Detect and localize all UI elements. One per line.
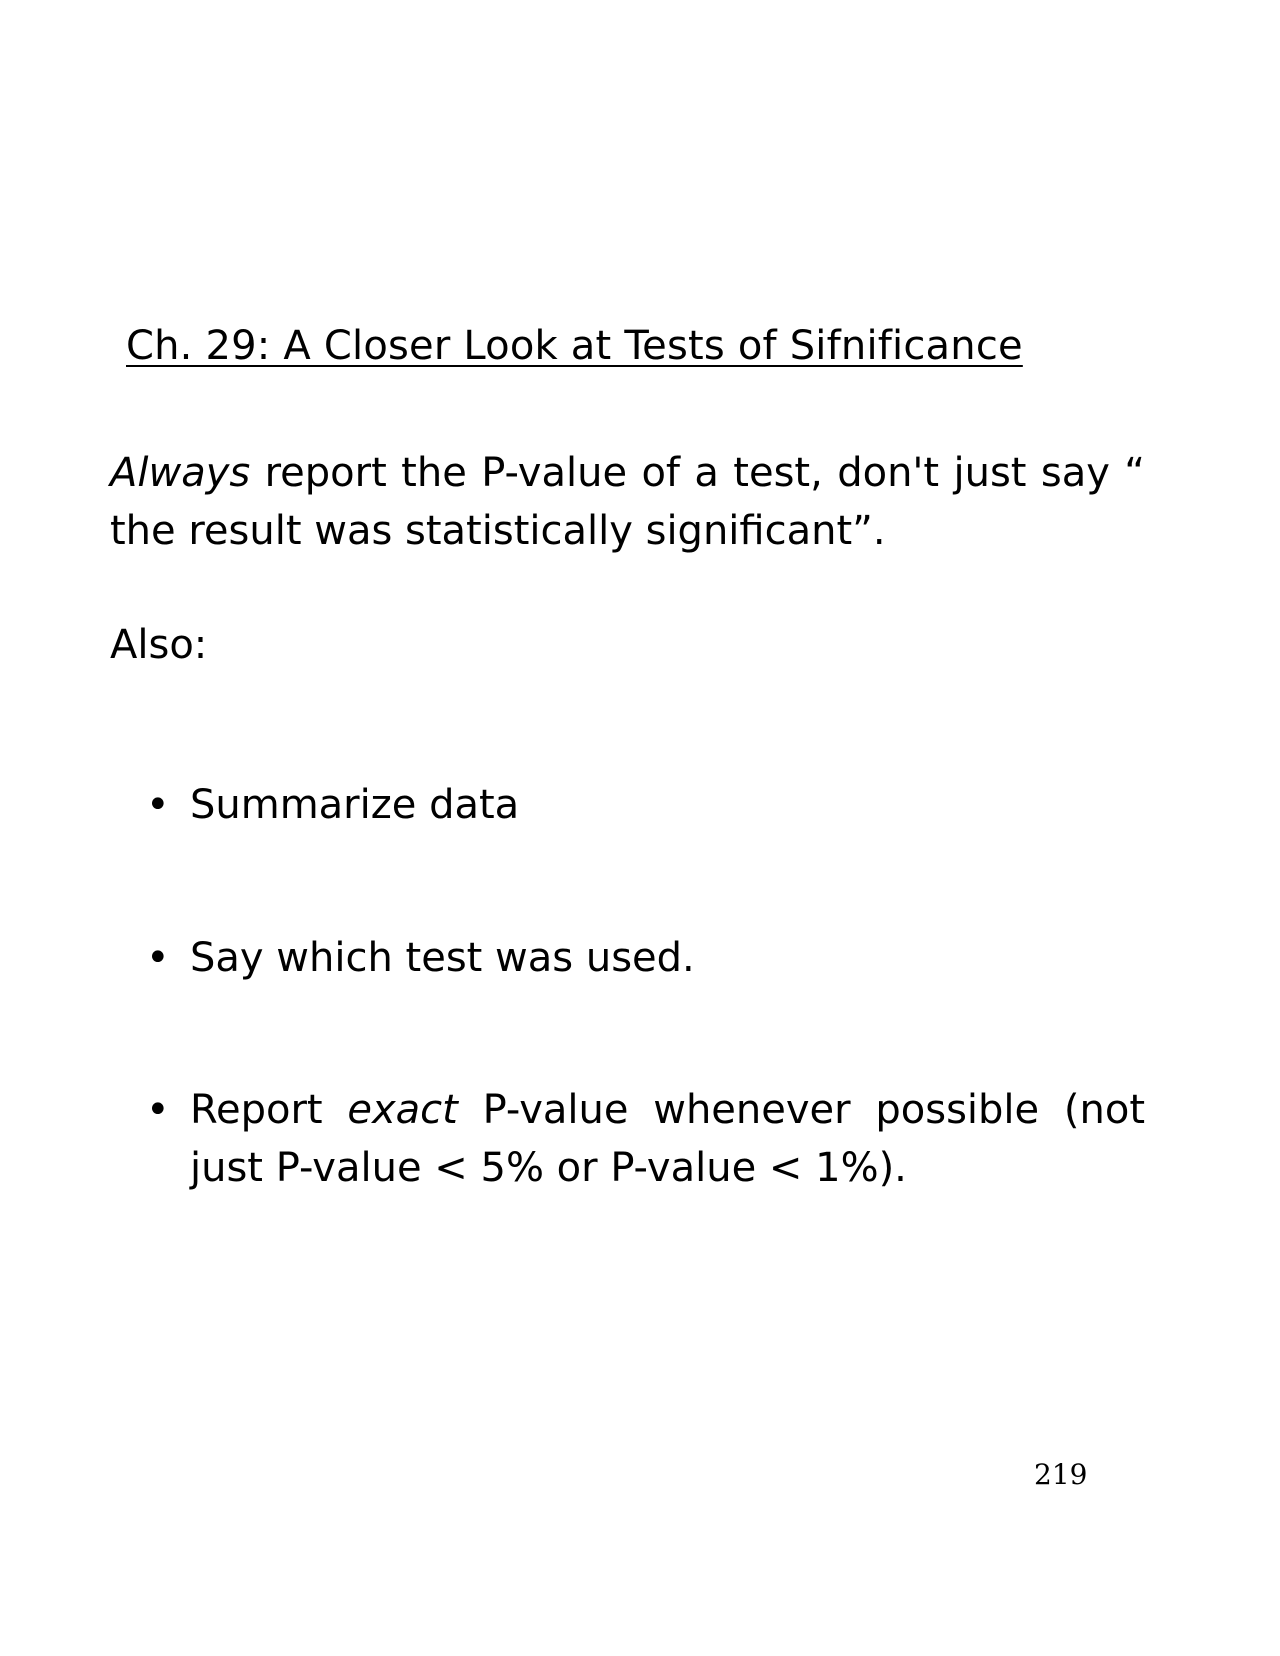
- bullet-icon: •: [146, 1087, 170, 1133]
- section-title: Ch. 29: A Closer Look at Tests of Sifnificance: [126, 323, 1023, 369]
- list-item-text-pre: Report: [190, 1087, 348, 1133]
- list-item-text-post: P-value whenever possible (not just P-value < 5% or P-value < 1%).: [190, 1087, 1146, 1191]
- emphasis-exact: exact: [347, 1087, 458, 1133]
- intro-paragraph: [110, 444, 1145, 560]
- emphasis-always: Always: [110, 450, 251, 496]
- list-item-text: Summarize data: [190, 782, 520, 828]
- bullet-icon: •: [146, 935, 170, 981]
- page-number: 219: [1034, 1458, 1088, 1491]
- intro-paragraph-text: report the P-value of a test, don't just say “ the result was statistically significant”.: [110, 450, 1145, 554]
- also-label: Also:: [110, 622, 208, 668]
- list-item-text: [190, 1081, 1145, 1197]
- list-item-text: Say which test was used.: [190, 935, 695, 981]
- bullet-icon: •: [146, 782, 170, 828]
